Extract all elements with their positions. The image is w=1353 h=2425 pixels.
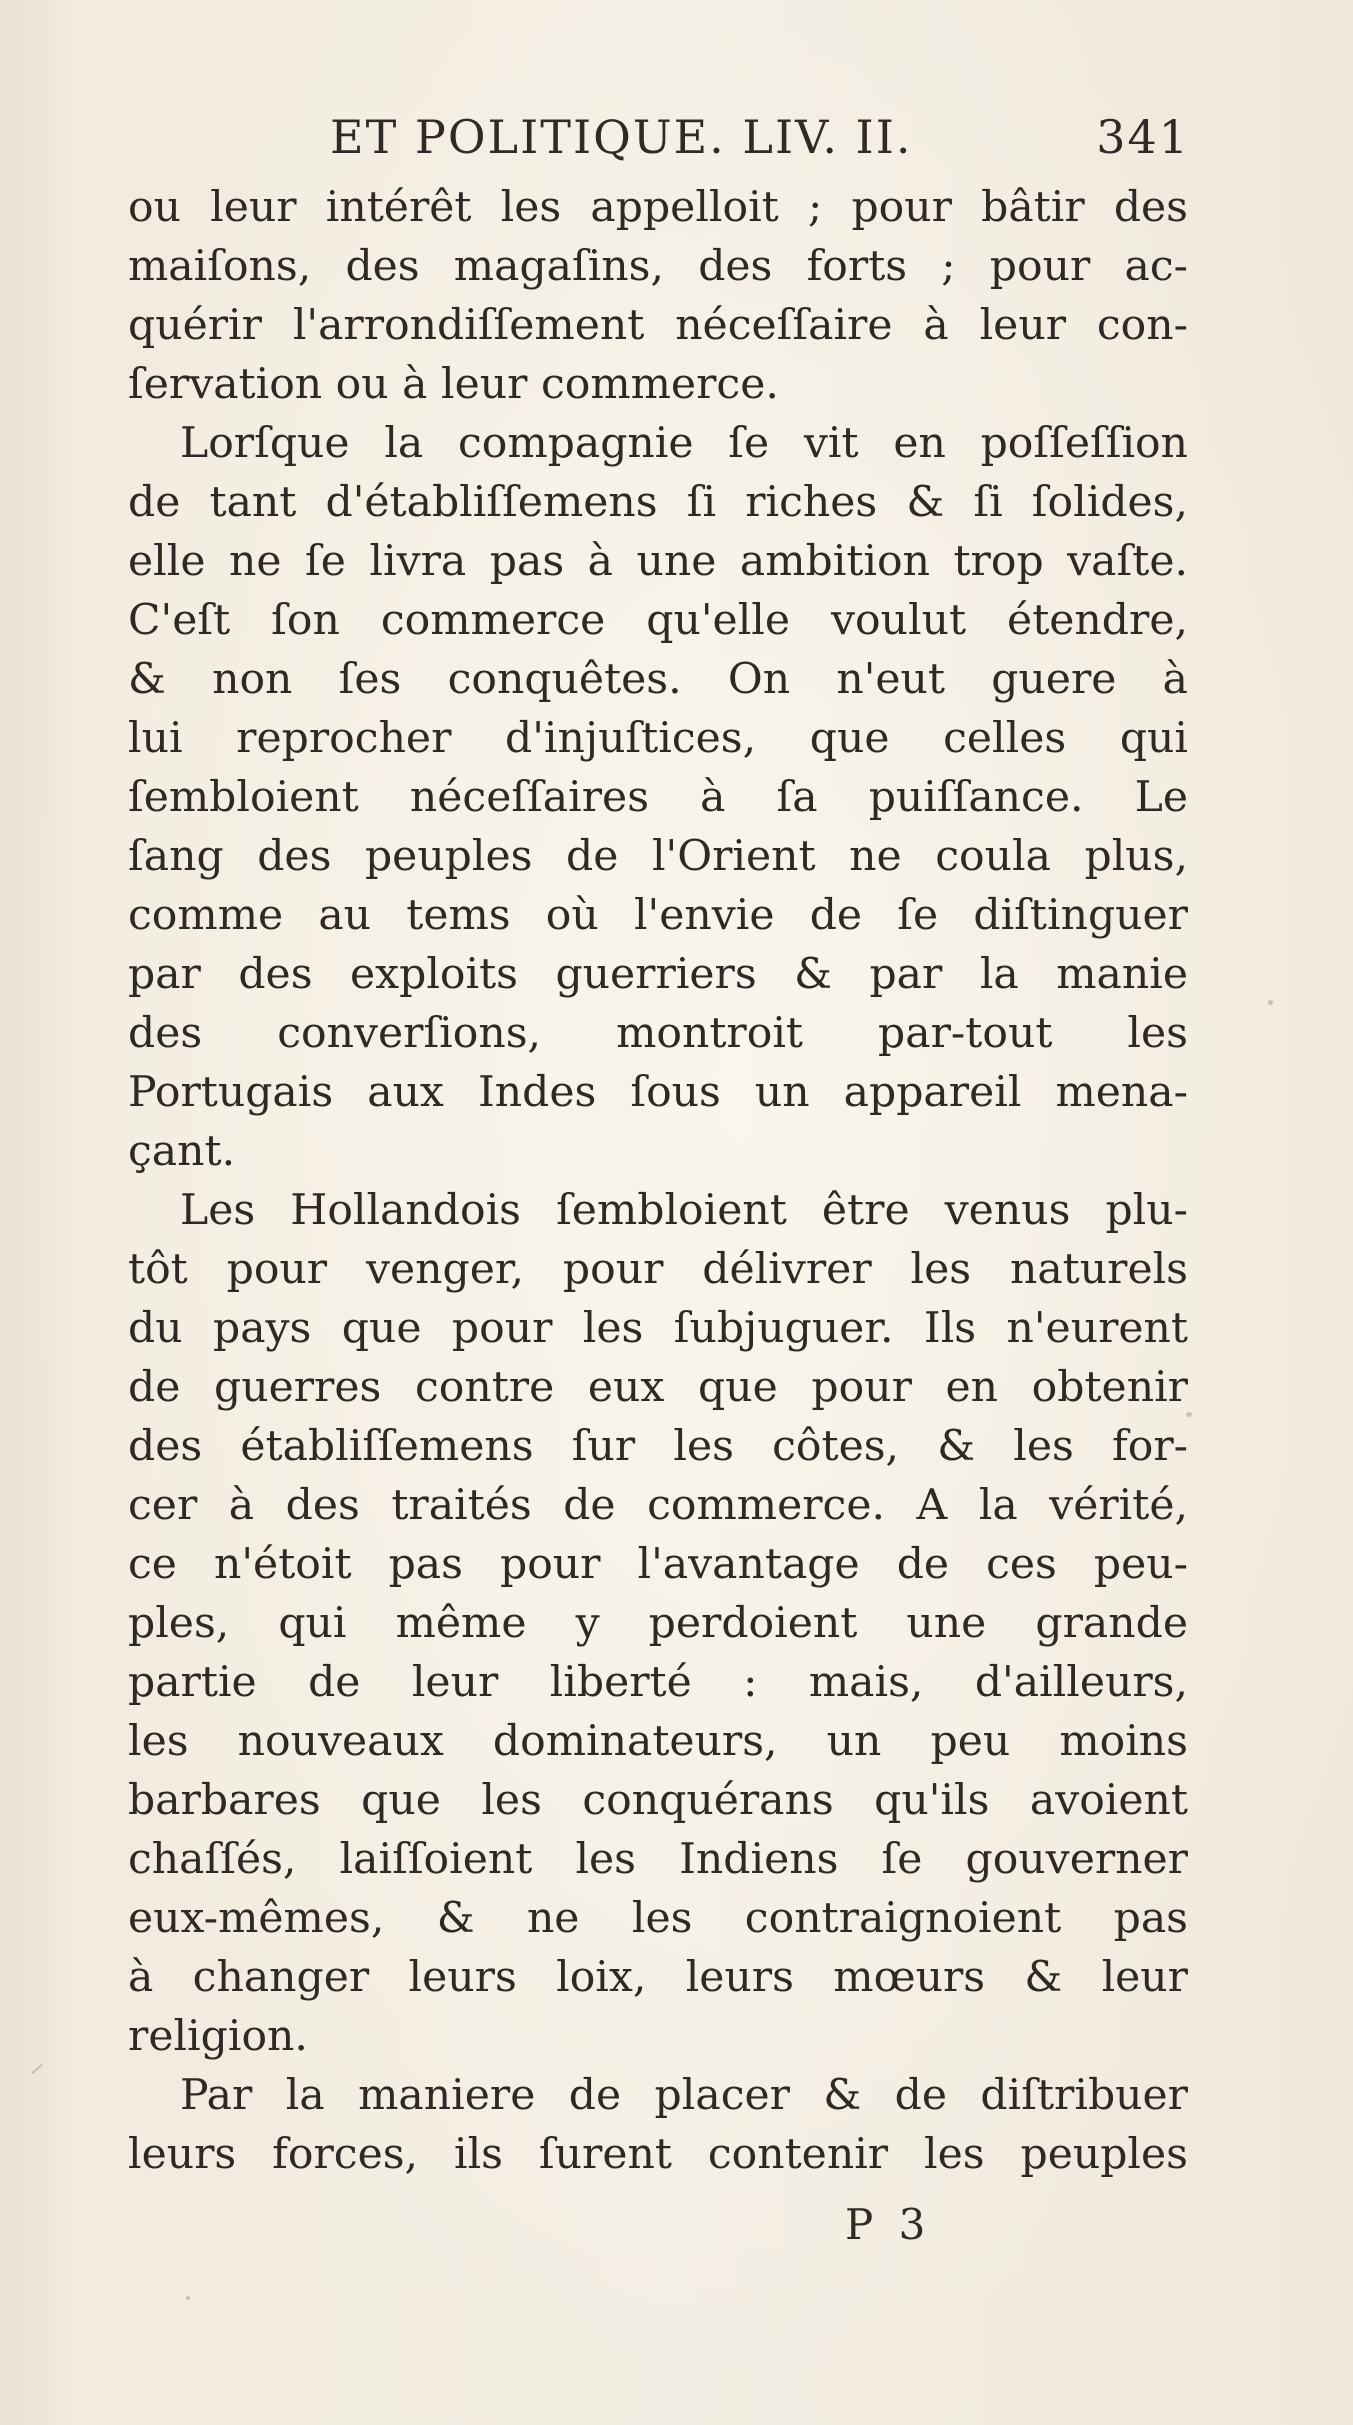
text-line: C'eſt ſon commerce qu'elle voulut étendre, [128,596,1188,645]
text-line: de tant d'établiſſemens ſi riches & ſi ſolides, [128,478,1188,527]
text-line: ſervation ou à leur commerce. [128,360,779,409]
text-line: eux-mêmes, & ne les contraignoient pas [128,1894,1188,1943]
text-line: cer à des traités de commerce. A la vérité, [128,1481,1188,1530]
text-line: des converſions, montroit par-tout les [128,1009,1188,1058]
paper-speck [1186,1412,1192,1417]
text-line: & non ſes conquêtes. On n'eut guere à [128,655,1188,704]
text-line: quérir l'arrondiſſement néceſſaire à leur con- [128,301,1188,350]
text-line: de guerres contre eux que pour en obtenir [128,1363,1188,1412]
body-text [128,178,1188,2184]
text-line: maiſons, des magaſins, des forts ; pour ac- [128,242,1188,291]
text-line: par des exploits guerriers & par la manie [128,950,1188,999]
text-line: du pays que pour les ſubjuguer. Ils n'eurent [128,1304,1188,1353]
text-line: tôt pour venger, pour délivrer les naturels [128,1245,1188,1294]
text-line: barbares que les conquérans qu'ils avoient [128,1776,1188,1825]
text-line: les nouveaux dominateurs, un peu moins [128,1717,1188,1766]
text-line: ou leur intérêt les appelloit ; pour bâtir des [128,183,1188,232]
text-line: lui reprocher d'injuſtices, que celles qui [128,714,1188,763]
paper-speck [31,2064,43,2075]
text-line: à changer leurs loix, leurs mœurs & leur [128,1953,1188,2002]
paper-speck [186,2296,190,2300]
text-line: partie de leur liberté : mais, d'ailleurs, [128,1658,1188,1707]
paper-speck [1268,1000,1273,1005]
text-line: Lorſque la compagnie ſe vit en poſſeſſion [180,419,1188,468]
text-line: elle ne ſe livra pas à une ambition trop vaſte. [128,537,1188,586]
text-line: Par la maniere de placer & de diſtribuer [180,2071,1188,2120]
text-line: çant. [128,1127,236,1176]
running-title: ET POLITIQUE. LIV. II. [330,110,913,164]
text-line: leurs forces, ils ſurent contenir les peuples [128,2130,1188,2179]
text-line: ſembloient néceſſaires à ſa puiſſance. Le [128,773,1188,822]
text-line: Portugais aux Indes ſous un appareil mena- [128,1068,1188,1117]
text-line: chaſſés, laiſſoient les Indiens ſe gouverner [128,1835,1188,1884]
page-header [330,110,1190,170]
page-number: 341 [1096,110,1190,164]
text-line: religion. [128,2012,308,2061]
text-line: ſang des peuples de l'Orient ne coula plus, [128,832,1188,881]
signature-mark: P 3 [845,2200,932,2249]
text-line: Les Hollandois ſembloient être venus plu- [180,1186,1188,1235]
text-line: ples, qui même y perdoient une grande [128,1599,1188,1648]
text-line: comme au tems où l'envie de ſe diſtinguer [128,891,1188,940]
text-line: ce n'étoit pas pour l'avantage de ces peu- [128,1540,1188,1589]
text-line: des établiſſemens ſur les côtes, & les for- [128,1422,1188,1471]
